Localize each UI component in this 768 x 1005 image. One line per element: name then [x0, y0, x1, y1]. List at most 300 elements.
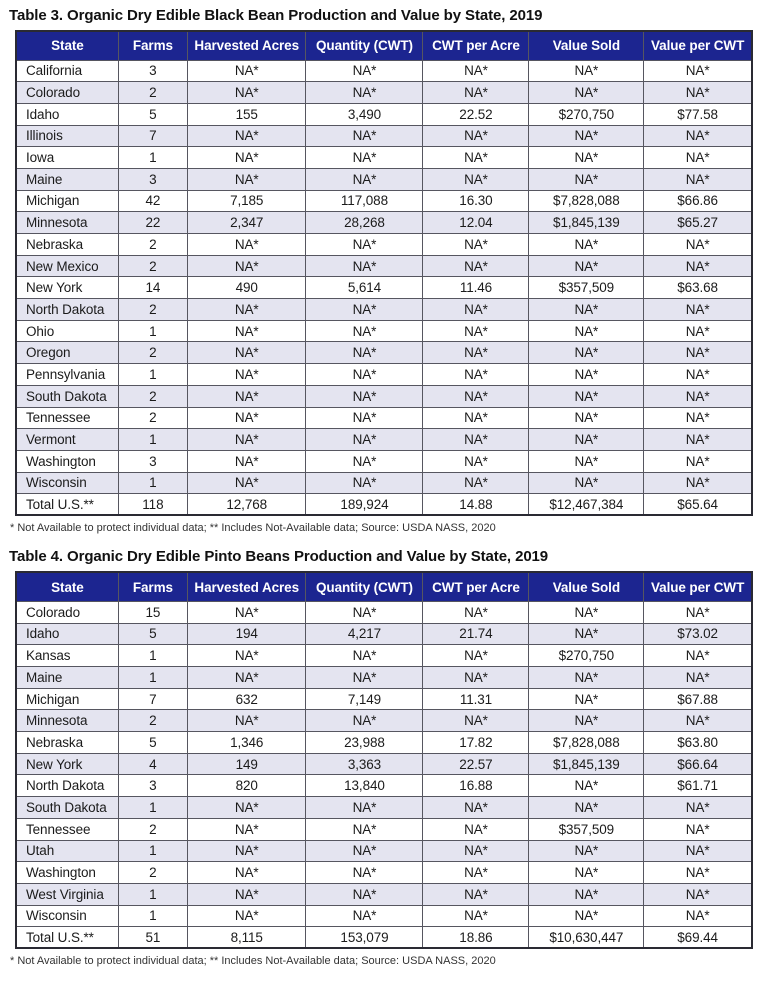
value-cell: 2 [118, 255, 187, 277]
header-row [16, 572, 752, 601]
value-cell: 2 [118, 82, 187, 104]
state-cell: North Dakota [16, 775, 118, 797]
value-cell: NA* [644, 147, 752, 169]
value-cell: NA* [529, 840, 644, 862]
column-header: Value Sold [529, 572, 644, 601]
value-cell: NA* [529, 342, 644, 364]
value-cell: NA* [306, 601, 423, 623]
value-cell: 1 [118, 429, 187, 451]
value-cell: NA* [644, 168, 752, 190]
state-cell: Kansas [16, 645, 118, 667]
value-cell: 117,088 [306, 190, 423, 212]
column-header: Farms [118, 31, 187, 60]
value-cell: NA* [529, 82, 644, 104]
value-cell: NA* [187, 450, 305, 472]
table3-footnote: * Not Available to protect individual data; ** Includes Not-Available data; Source: USDA NASS, 2020 [10, 522, 496, 535]
table-row [16, 862, 752, 884]
state-cell: Illinois [16, 125, 118, 147]
table-row [16, 840, 752, 862]
value-cell: NA* [306, 797, 423, 819]
value-cell: NA* [423, 645, 529, 667]
value-cell: 14.88 [423, 494, 529, 516]
value-cell: NA* [306, 905, 423, 927]
column-header: Farms [118, 572, 187, 601]
value-cell: 155 [187, 103, 305, 125]
table-row [16, 385, 752, 407]
value-cell: 1 [118, 840, 187, 862]
value-cell: NA* [187, 125, 305, 147]
value-cell: NA* [529, 255, 644, 277]
table-row [16, 429, 752, 451]
value-cell: NA* [423, 60, 529, 82]
value-cell: 5 [118, 732, 187, 754]
value-cell: 16.30 [423, 190, 529, 212]
value-cell: 4 [118, 753, 187, 775]
value-cell: NA* [423, 840, 529, 862]
value-cell: 7,185 [187, 190, 305, 212]
value-cell: 490 [187, 277, 305, 299]
value-cell: NA* [187, 407, 305, 429]
value-cell: $270,750 [529, 645, 644, 667]
value-cell: NA* [423, 862, 529, 884]
value-cell: 820 [187, 775, 305, 797]
value-cell: 22 [118, 212, 187, 234]
value-cell: NA* [187, 862, 305, 884]
value-cell: NA* [306, 147, 423, 169]
table-row [16, 364, 752, 386]
value-cell: NA* [423, 255, 529, 277]
value-cell: 3 [118, 168, 187, 190]
table-row [16, 147, 752, 169]
state-cell: South Dakota [16, 797, 118, 819]
value-cell: NA* [644, 645, 752, 667]
value-cell: NA* [187, 147, 305, 169]
value-cell: 2 [118, 710, 187, 732]
value-cell: NA* [187, 60, 305, 82]
value-cell: NA* [187, 797, 305, 819]
value-cell: NA* [306, 667, 423, 689]
state-cell: New York [16, 277, 118, 299]
value-cell: $77.58 [644, 103, 752, 125]
value-cell: NA* [306, 429, 423, 451]
state-cell: Washington [16, 862, 118, 884]
state-cell: Tennessee [16, 818, 118, 840]
value-cell: NA* [644, 342, 752, 364]
value-cell: NA* [187, 364, 305, 386]
value-cell: 153,079 [306, 927, 423, 949]
value-cell: NA* [423, 147, 529, 169]
value-cell: NA* [423, 667, 529, 689]
value-cell: NA* [423, 601, 529, 623]
value-cell: NA* [644, 429, 752, 451]
value-cell: NA* [644, 234, 752, 256]
column-header: State [16, 572, 118, 601]
value-cell: $357,509 [529, 818, 644, 840]
value-cell: 2 [118, 818, 187, 840]
table-row [16, 905, 752, 927]
value-cell: 2 [118, 234, 187, 256]
state-cell: California [16, 60, 118, 82]
table-row [16, 645, 752, 667]
value-cell: NA* [423, 364, 529, 386]
state-cell: Colorado [16, 601, 118, 623]
table-row [16, 472, 752, 494]
value-cell: $357,509 [529, 277, 644, 299]
table-row [16, 125, 752, 147]
table-body [16, 601, 752, 948]
value-cell: NA* [644, 385, 752, 407]
value-cell: 2 [118, 385, 187, 407]
value-cell: NA* [644, 797, 752, 819]
value-cell: NA* [187, 883, 305, 905]
value-cell: NA* [423, 385, 529, 407]
value-cell: $63.80 [644, 732, 752, 754]
value-cell: NA* [644, 407, 752, 429]
value-cell: 15 [118, 601, 187, 623]
table-row [16, 168, 752, 190]
value-cell: NA* [644, 667, 752, 689]
value-cell: 194 [187, 623, 305, 645]
table-row [16, 60, 752, 82]
state-cell: Wisconsin [16, 472, 118, 494]
state-cell: Michigan [16, 190, 118, 212]
value-cell: NA* [529, 883, 644, 905]
state-cell: Tennessee [16, 407, 118, 429]
value-cell: NA* [187, 472, 305, 494]
value-cell: NA* [644, 710, 752, 732]
value-cell: NA* [423, 299, 529, 321]
table-row [16, 818, 752, 840]
table-row [16, 255, 752, 277]
value-cell: NA* [306, 385, 423, 407]
table-row [16, 623, 752, 645]
state-cell: Wisconsin [16, 905, 118, 927]
value-cell: NA* [187, 255, 305, 277]
pinto-bean-table [15, 571, 753, 949]
value-cell: NA* [306, 125, 423, 147]
value-cell: NA* [187, 320, 305, 342]
column-header: Value per CWT [644, 572, 752, 601]
value-cell: 1 [118, 883, 187, 905]
value-cell: NA* [187, 645, 305, 667]
value-cell: $67.88 [644, 688, 752, 710]
page [9, 6, 759, 968]
table3-title: Table 3. Organic Dry Edible Black Bean Production and Value by State, 2019 [9, 7, 543, 24]
state-cell: Michigan [16, 688, 118, 710]
value-cell: 42 [118, 190, 187, 212]
value-cell: NA* [423, 472, 529, 494]
value-cell: NA* [529, 407, 644, 429]
value-cell: NA* [423, 168, 529, 190]
value-cell: NA* [306, 450, 423, 472]
value-cell: 2 [118, 407, 187, 429]
state-cell: Idaho [16, 623, 118, 645]
value-cell: 2 [118, 862, 187, 884]
table-row [16, 82, 752, 104]
value-cell: 22.57 [423, 753, 529, 775]
value-cell: 3,363 [306, 753, 423, 775]
value-cell: NA* [423, 234, 529, 256]
value-cell: NA* [423, 883, 529, 905]
value-cell: 23,988 [306, 732, 423, 754]
value-cell: NA* [644, 320, 752, 342]
value-cell: 1 [118, 472, 187, 494]
state-cell: Minnesota [16, 710, 118, 732]
column-header: Value per CWT [644, 31, 752, 60]
value-cell: 1 [118, 667, 187, 689]
value-cell: NA* [529, 905, 644, 927]
value-cell: NA* [187, 818, 305, 840]
column-header: Quantity (CWT) [306, 31, 423, 60]
table4-title: Table 4. Organic Dry Edible Pinto Beans Production and Value by State, 2019 [9, 548, 549, 566]
value-cell: 51 [118, 927, 187, 949]
value-cell: 12.04 [423, 212, 529, 234]
value-cell: NA* [423, 407, 529, 429]
state-cell: Washington [16, 450, 118, 472]
value-cell: NA* [644, 364, 752, 386]
value-cell: 8,115 [187, 927, 305, 949]
value-cell: NA* [529, 429, 644, 451]
value-cell: NA* [187, 342, 305, 364]
value-cell: 28,268 [306, 212, 423, 234]
value-cell: NA* [306, 818, 423, 840]
value-cell: $12,467,384 [529, 494, 644, 516]
value-cell: NA* [187, 429, 305, 451]
state-cell: Vermont [16, 429, 118, 451]
value-cell: NA* [187, 905, 305, 927]
value-cell: NA* [423, 429, 529, 451]
value-cell: 1 [118, 320, 187, 342]
table-row [16, 234, 752, 256]
table-header [16, 572, 752, 601]
value-cell: NA* [306, 407, 423, 429]
value-cell: 5 [118, 103, 187, 125]
value-cell: NA* [306, 234, 423, 256]
value-cell: 1 [118, 645, 187, 667]
table-row [16, 753, 752, 775]
table-row [16, 710, 752, 732]
state-cell: Minnesota [16, 212, 118, 234]
state-cell: Idaho [16, 103, 118, 125]
value-cell: NA* [306, 862, 423, 884]
table-row [16, 190, 752, 212]
state-cell: Nebraska [16, 732, 118, 754]
value-cell: NA* [423, 320, 529, 342]
value-cell: NA* [423, 905, 529, 927]
state-cell: Utah [16, 840, 118, 862]
value-cell: 3 [118, 775, 187, 797]
value-cell: 1 [118, 905, 187, 927]
state-cell: Oregon [16, 342, 118, 364]
value-cell: 1 [118, 797, 187, 819]
state-cell: Maine [16, 667, 118, 689]
value-cell: 13,840 [306, 775, 423, 797]
table-row [16, 277, 752, 299]
value-cell: 18.86 [423, 927, 529, 949]
column-header: Harvested Acres [187, 572, 305, 601]
value-cell: 12,768 [187, 494, 305, 516]
value-cell: 2,347 [187, 212, 305, 234]
state-cell: Total U.S.** [16, 927, 118, 949]
value-cell: NA* [644, 840, 752, 862]
value-cell: NA* [529, 299, 644, 321]
value-cell: NA* [529, 667, 644, 689]
value-cell: NA* [423, 797, 529, 819]
value-cell: NA* [529, 385, 644, 407]
value-cell: NA* [529, 320, 644, 342]
value-cell: NA* [529, 710, 644, 732]
state-cell: Ohio [16, 320, 118, 342]
value-cell: NA* [423, 125, 529, 147]
value-cell: NA* [529, 60, 644, 82]
value-cell: NA* [187, 82, 305, 104]
state-cell: North Dakota [16, 299, 118, 321]
value-cell: 1 [118, 364, 187, 386]
value-cell: 118 [118, 494, 187, 516]
value-cell: $1,845,139 [529, 753, 644, 775]
value-cell: NA* [529, 125, 644, 147]
value-cell: NA* [423, 82, 529, 104]
black-bean-table [15, 30, 753, 516]
table-row [16, 667, 752, 689]
value-cell: NA* [306, 645, 423, 667]
column-header: CWT per Acre [423, 31, 529, 60]
table4-footnote: * Not Available to protect individual data; ** Includes Not-Available data; Source: USDA NASS, 2020 [10, 955, 496, 968]
value-cell: NA* [529, 147, 644, 169]
value-cell: NA* [644, 450, 752, 472]
value-cell: $270,750 [529, 103, 644, 125]
table-row [16, 407, 752, 429]
value-cell: NA* [306, 82, 423, 104]
value-cell: 3 [118, 450, 187, 472]
value-cell: 5,614 [306, 277, 423, 299]
table-row [16, 342, 752, 364]
value-cell: NA* [644, 862, 752, 884]
table-row [16, 732, 752, 754]
value-cell: NA* [306, 320, 423, 342]
state-cell: Iowa [16, 147, 118, 169]
state-cell: New Mexico [16, 255, 118, 277]
value-cell: NA* [529, 623, 644, 645]
value-cell: NA* [187, 601, 305, 623]
value-cell: $7,828,088 [529, 190, 644, 212]
value-cell: NA* [306, 168, 423, 190]
value-cell: 11.31 [423, 688, 529, 710]
value-cell: NA* [187, 840, 305, 862]
value-cell: 3,490 [306, 103, 423, 125]
value-cell: 21.74 [423, 623, 529, 645]
value-cell: $73.02 [644, 623, 752, 645]
table-row [16, 320, 752, 342]
value-cell: 14 [118, 277, 187, 299]
value-cell: NA* [644, 299, 752, 321]
column-header: Quantity (CWT) [306, 572, 423, 601]
total-row [16, 494, 752, 516]
value-cell: NA* [306, 342, 423, 364]
value-cell: NA* [529, 688, 644, 710]
value-cell: NA* [306, 472, 423, 494]
value-cell: NA* [529, 364, 644, 386]
value-cell: NA* [644, 255, 752, 277]
value-cell: NA* [529, 472, 644, 494]
value-cell: NA* [644, 883, 752, 905]
value-cell: NA* [644, 818, 752, 840]
table-row [16, 212, 752, 234]
value-cell: NA* [644, 60, 752, 82]
value-cell: $1,845,139 [529, 212, 644, 234]
table-row [16, 450, 752, 472]
value-cell: NA* [306, 364, 423, 386]
value-cell: NA* [644, 601, 752, 623]
value-cell: NA* [306, 60, 423, 82]
value-cell: 7,149 [306, 688, 423, 710]
column-header: CWT per Acre [423, 572, 529, 601]
table-row [16, 601, 752, 623]
value-cell: $65.64 [644, 494, 752, 516]
value-cell: NA* [187, 710, 305, 732]
value-cell: NA* [529, 862, 644, 884]
table-row [16, 688, 752, 710]
value-cell: NA* [306, 710, 423, 732]
value-cell: NA* [306, 883, 423, 905]
state-cell: Pennsylvania [16, 364, 118, 386]
value-cell: $66.86 [644, 190, 752, 212]
value-cell: 2 [118, 342, 187, 364]
state-cell: Colorado [16, 82, 118, 104]
value-cell: NA* [529, 234, 644, 256]
state-cell: Maine [16, 168, 118, 190]
value-cell: 16.88 [423, 775, 529, 797]
value-cell: 17.82 [423, 732, 529, 754]
table-row [16, 299, 752, 321]
column-header: State [16, 31, 118, 60]
value-cell: $66.64 [644, 753, 752, 775]
state-cell: Nebraska [16, 234, 118, 256]
value-cell: NA* [644, 472, 752, 494]
value-cell: NA* [306, 299, 423, 321]
column-header: Harvested Acres [187, 31, 305, 60]
value-cell: $65.27 [644, 212, 752, 234]
state-cell: Total U.S.** [16, 494, 118, 516]
table-row [16, 103, 752, 125]
table-header [16, 31, 752, 60]
value-cell: NA* [423, 710, 529, 732]
value-cell: NA* [187, 667, 305, 689]
value-cell: NA* [529, 775, 644, 797]
value-cell: NA* [529, 168, 644, 190]
value-cell: $63.68 [644, 277, 752, 299]
state-cell: South Dakota [16, 385, 118, 407]
value-cell: 7 [118, 125, 187, 147]
table-row [16, 883, 752, 905]
value-cell: 7 [118, 688, 187, 710]
value-cell: NA* [644, 905, 752, 927]
state-cell: West Virginia [16, 883, 118, 905]
value-cell: NA* [529, 450, 644, 472]
value-cell: NA* [529, 797, 644, 819]
value-cell: 189,924 [306, 494, 423, 516]
value-cell: 1 [118, 147, 187, 169]
value-cell: 149 [187, 753, 305, 775]
table-body [16, 60, 752, 515]
value-cell: $69.44 [644, 927, 752, 949]
table-row [16, 797, 752, 819]
value-cell: NA* [644, 82, 752, 104]
value-cell: NA* [423, 818, 529, 840]
value-cell: $7,828,088 [529, 732, 644, 754]
value-cell: NA* [644, 125, 752, 147]
value-cell: 5 [118, 623, 187, 645]
